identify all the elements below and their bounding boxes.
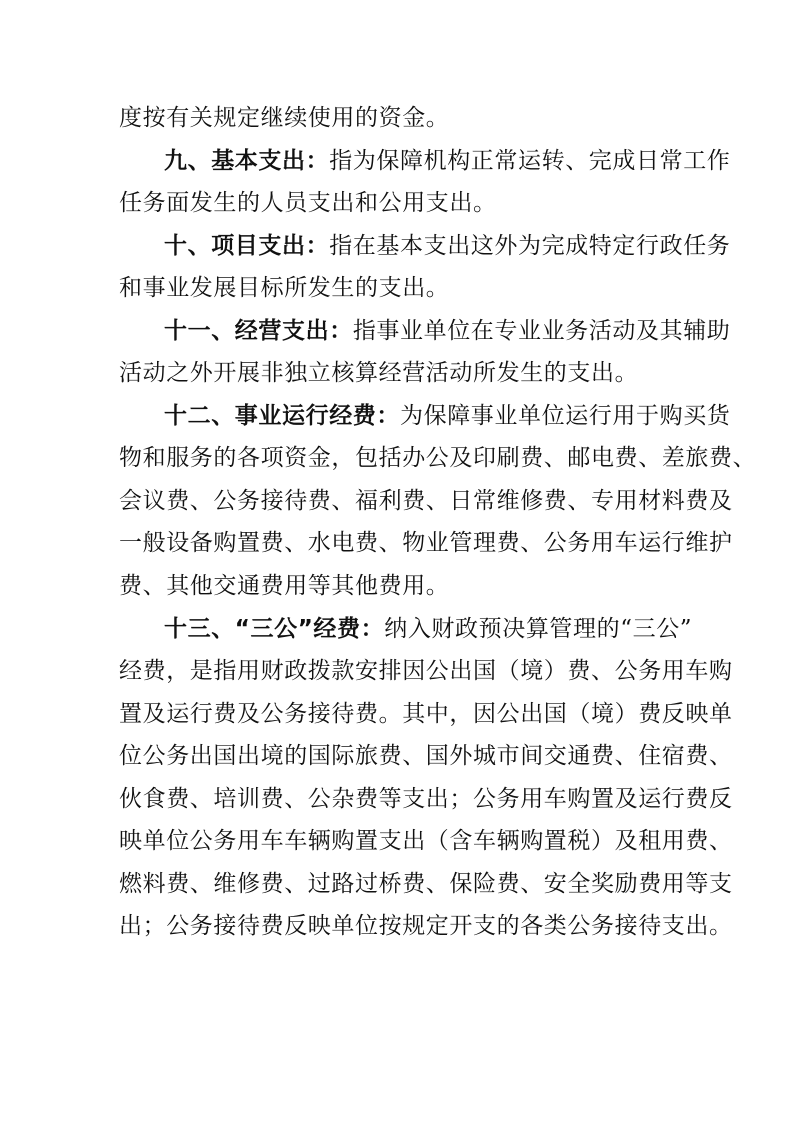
- paragraph-line: [0, 566, 793, 606]
- paragraph-text: 任务面发生的人员支出和公用支出。: [119, 190, 497, 216]
- paragraph-text: 燃料费、维修费、过路过桥费、保险费、安全奖励费用等支: [119, 871, 733, 897]
- paragraph-text: 指为保障机构正常运转、完成日常工作: [329, 148, 731, 174]
- paragraph-line: [0, 183, 793, 223]
- paragraph-line: [0, 651, 793, 691]
- paragraph-basic-expenditure: [0, 141, 793, 181]
- paragraph-text: 置及运行费及公务接待费。其中，因公出国（境）费反映单: [119, 701, 733, 727]
- paragraph-three-public-funds: [0, 609, 793, 649]
- paragraph-text: 一般设备购置费、水电费、物业管理费、公务用车运行维护: [119, 530, 733, 556]
- paragraph-line: [0, 821, 793, 861]
- section-heading-operation-funds: 十二、事业运行经费：: [164, 403, 400, 429]
- paragraph-continuation-line: [0, 98, 793, 138]
- paragraph-line: [0, 864, 793, 904]
- paragraph-text: 纳入财政预决算管理的“三公”: [384, 616, 693, 642]
- paragraph-line: [0, 353, 793, 393]
- paragraph-project-expenditure: [0, 226, 793, 266]
- paragraph-line: [0, 481, 793, 521]
- paragraph-text: 为保障事业单位运行用于购买货: [400, 403, 731, 429]
- section-heading-project-expenditure: 十、项目支出：: [164, 233, 330, 259]
- paragraph-text: 伙食费、培训费、公杂费等支出；公务用车购置及运行费反: [119, 786, 733, 812]
- paragraph-text: 物和服务的各项资金，包括办公及印刷费、邮电费、差旅费、: [119, 445, 757, 471]
- paragraph-line: [0, 694, 793, 734]
- section-heading-operating-expenditure: 十一、经营支出：: [164, 318, 353, 344]
- paragraph-text: 指事业单位在专业业务活动及其辅助: [352, 318, 731, 344]
- paragraph-text: 费、其他交通费用等其他费用。: [119, 573, 450, 599]
- paragraph-text: 出；公务接待费反映单位按规定开支的各类公务接待支出。: [119, 913, 733, 939]
- paragraph-line: [0, 906, 793, 946]
- paragraph-text: 和事业发展目标所发生的支出。: [119, 275, 450, 301]
- paragraph-text: 位公务出国出境的国际旅费、国外城市间交通费、住宿费、: [119, 743, 733, 769]
- section-heading-three-public-funds: 十三、“三公”经费：: [164, 616, 385, 642]
- section-heading-basic-expenditure: 九、基本支出：: [164, 148, 330, 174]
- paragraph-line: [0, 779, 793, 819]
- paragraph-line: [0, 268, 793, 308]
- paragraph-text: 经费，是指用财政拨款安排因公出国（境）费、公务用车购: [119, 658, 733, 684]
- paragraph-line: [0, 438, 793, 478]
- paragraph-text: 活动之外开展非独立核算经营活动所发生的支出。: [119, 360, 639, 386]
- paragraph-text: 会议费、公务接待费、福利费、日常维修费、专用材料费及: [119, 488, 733, 514]
- paragraph-text: 映单位公务用车车辆购置支出（含车辆购置税）及租用费、: [119, 828, 733, 854]
- paragraph-operating-expenditure: [0, 311, 793, 351]
- paragraph-text: 度按有关规定继续使用的资金。: [119, 105, 450, 131]
- paragraph-operation-funds: [0, 396, 793, 436]
- paragraph-line: [0, 523, 793, 563]
- paragraph-line: [0, 736, 793, 776]
- paragraph-text: 指在基本支出这外为完成特定行政任务: [329, 233, 731, 259]
